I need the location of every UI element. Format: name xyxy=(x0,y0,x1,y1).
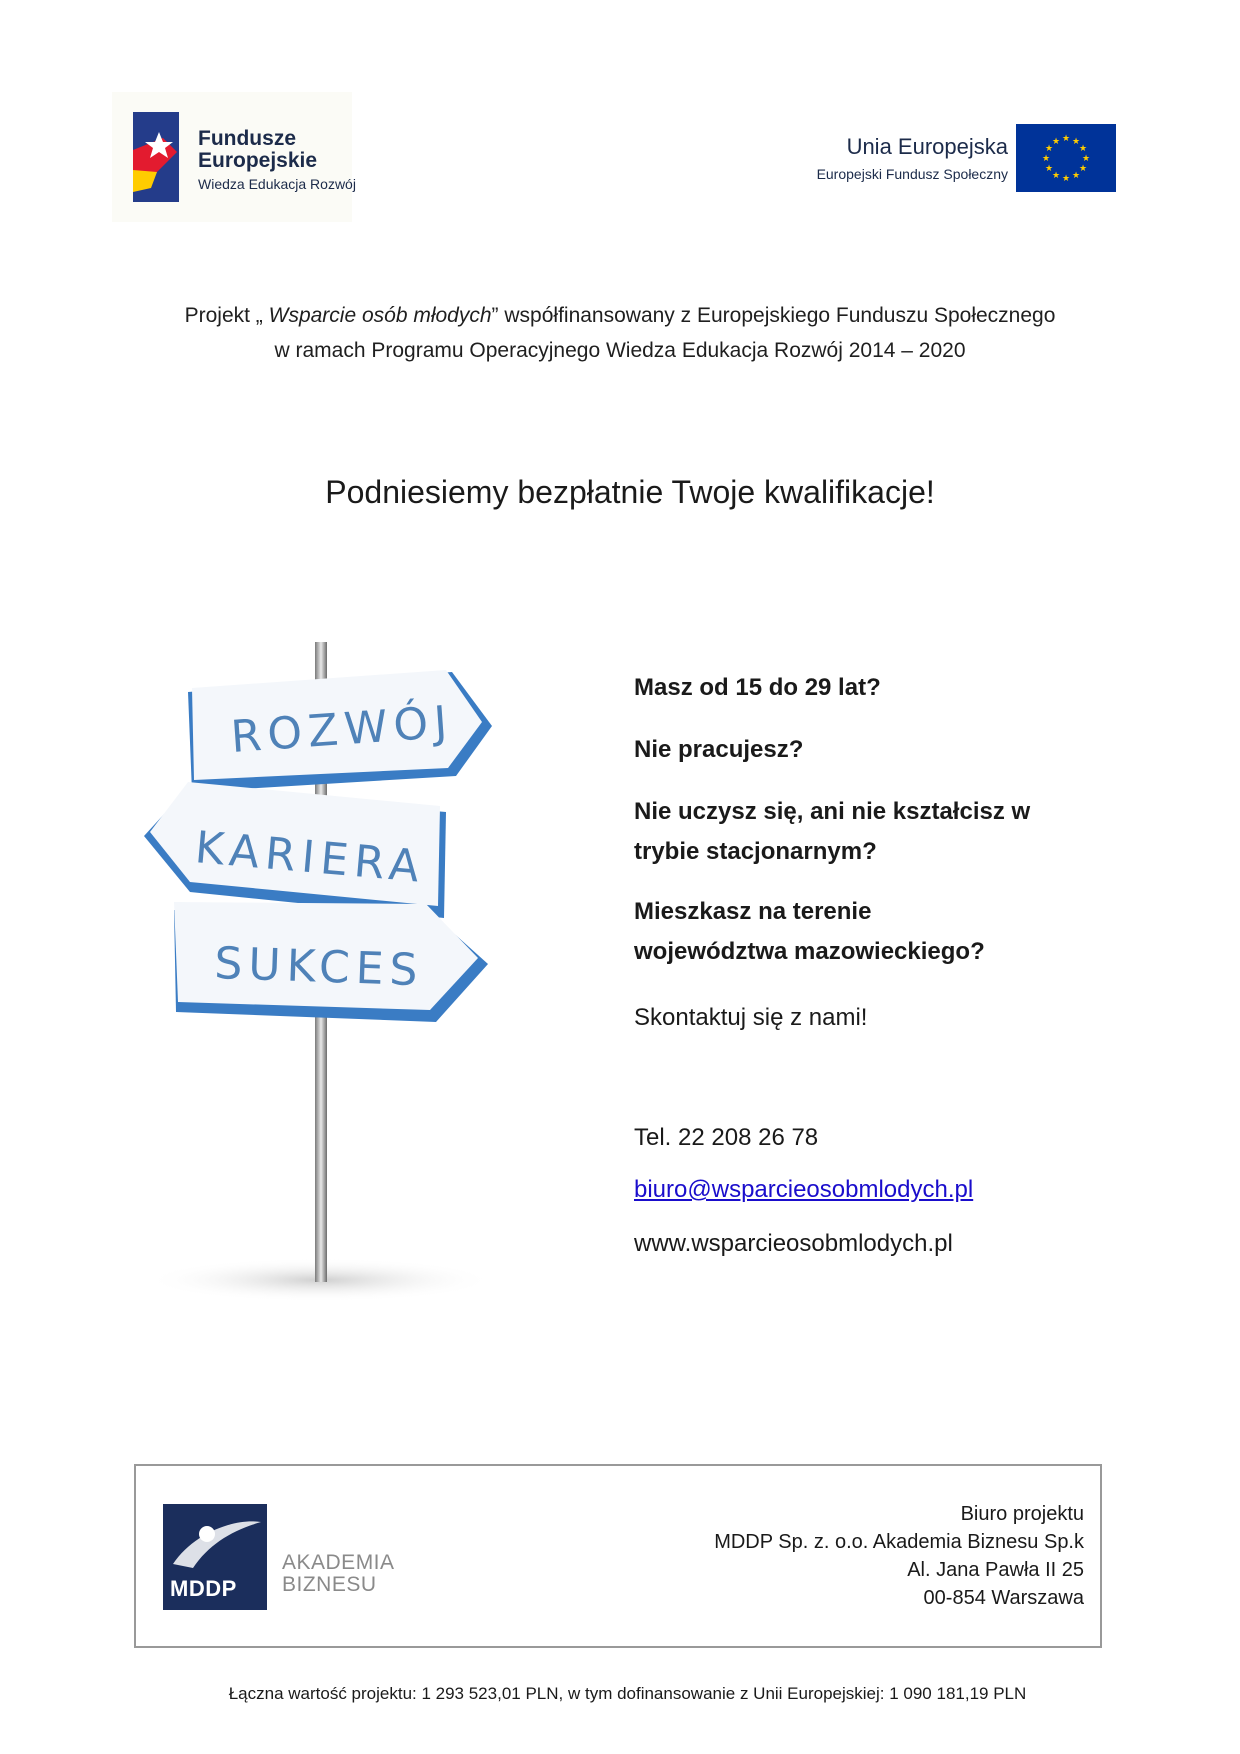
fundusze-title-line2: Europejskie xyxy=(198,149,318,172)
sign-kariera-label: KARIERA xyxy=(193,822,428,894)
project-description-line1 xyxy=(0,304,1240,328)
svg-text:★: ★ xyxy=(1044,144,1054,154)
fundusze-subtitle: Wiedza Edukacja Rozwój xyxy=(198,176,356,192)
project-suffix: ” współfinansowany z Europejskiego Funduszu Społecznego xyxy=(491,304,1056,327)
akademia-biznesu-logo xyxy=(282,1552,395,1596)
svg-text:★: ★ xyxy=(1041,154,1051,164)
svg-text:★: ★ xyxy=(1071,137,1081,147)
contact-cta: Skontaktuj się z nami! xyxy=(634,1004,868,1031)
mddp-logo-word: MDDP xyxy=(170,1576,237,1601)
question-education-line2: trybie stacjonarnym? xyxy=(634,838,877,865)
eu-flag-icon xyxy=(1016,124,1116,192)
fundusze-europejskie-emblem-icon xyxy=(133,112,181,202)
svg-text:★: ★ xyxy=(1078,144,1088,154)
eu-subtitle: Europejski Fundusz Społeczny xyxy=(816,166,1008,182)
question-employment: Nie pracujesz? xyxy=(634,736,804,763)
project-total-value: Łączna wartość projektu: 1 293 523,01 PLN, w tym dofinansowanie z Unii Europejskiej: 1 090 181,19 PLN xyxy=(228,1684,1027,1703)
eu-title: Unia Europejska xyxy=(846,134,1008,159)
project-prefix: Projekt „ xyxy=(184,304,269,327)
sign-rozwoj xyxy=(188,670,492,792)
svg-text:★: ★ xyxy=(1078,164,1088,174)
svg-text:★: ★ xyxy=(1061,134,1071,144)
contact-email-row xyxy=(634,1176,973,1204)
akademia-line2: BIZNESU xyxy=(282,1573,377,1596)
question-education-line1: Nie uczysz się, ani nie kształcisz w xyxy=(634,798,1031,825)
eu-logo-text xyxy=(817,134,1008,182)
page-headline: Podniesiemy bezpłatnie Twoje kwalifikacje! xyxy=(325,474,935,510)
question-age: Masz od 15 do 29 lat? xyxy=(634,674,881,701)
svg-text:★: ★ xyxy=(1081,154,1091,164)
project-name: Wsparcie osób młodych xyxy=(268,304,492,327)
question-residence-line1: Mieszkasz na terenie xyxy=(634,898,872,925)
akademia-line1: AKADEMIA xyxy=(282,1551,395,1574)
svg-text:★: ★ xyxy=(1061,174,1071,184)
signpost-illustration xyxy=(130,630,530,1310)
svg-text:★: ★ xyxy=(1051,137,1061,147)
question-residence-line2: województwa mazowieckiego? xyxy=(634,938,985,965)
office-line1: Biuro projektu xyxy=(960,1503,1084,1525)
contact-website: www.wsparcieosobmlodych.pl xyxy=(634,1230,953,1257)
contact-email-link[interactable]: biuro@wsparcieosobmlodych.pl xyxy=(634,1176,974,1203)
office-address xyxy=(714,1500,1084,1612)
contact-phone: Tel. 22 208 26 78 xyxy=(634,1124,819,1151)
office-line2: MDDP Sp. z. o.o. Akademia Biznesu Sp.k xyxy=(714,1531,1084,1553)
fundusze-title-line1: Fundusze xyxy=(198,127,296,150)
svg-text:★: ★ xyxy=(1044,164,1054,174)
sign-kariera xyxy=(144,782,446,918)
fundusze-europejskie-text xyxy=(198,128,356,192)
svg-text:★: ★ xyxy=(1071,171,1081,181)
office-line3: Al. Jana Pawła II 25 xyxy=(907,1559,1084,1581)
sign-rozwoj-label: ROZWÓJ xyxy=(229,696,455,763)
office-line4: 00-854 Warszawa xyxy=(923,1587,1084,1609)
svg-text:★: ★ xyxy=(1051,171,1061,181)
sign-sukces-label: SUKCES xyxy=(213,938,425,997)
sign-sukces xyxy=(174,902,488,1022)
project-description-line2: w ramach Programu Operacyjnego Wiedza Edukacja Rozwój 2014 – 2020 xyxy=(274,339,966,362)
